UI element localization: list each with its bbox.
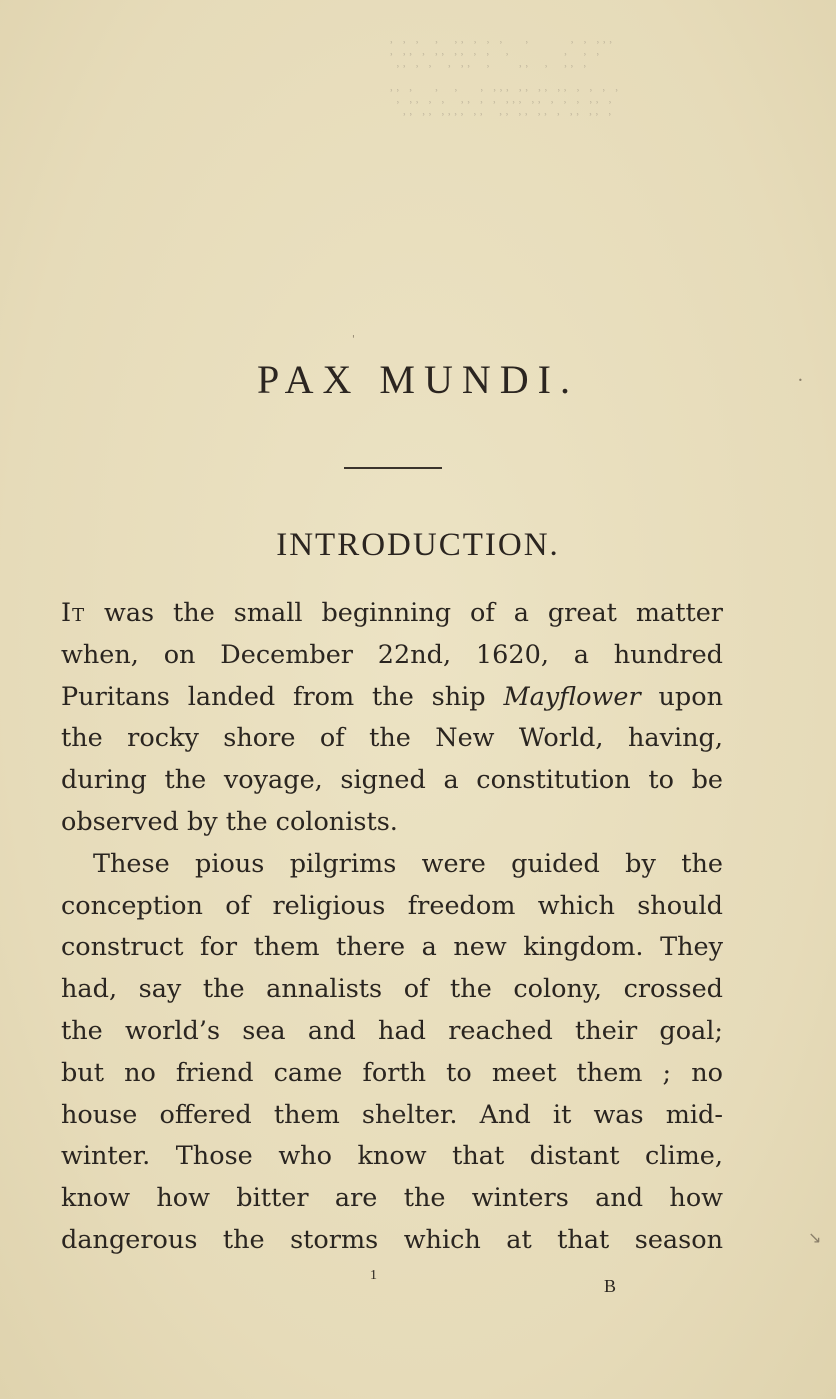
text-line: winter. Those who know that distant clime, [61,1141,723,1172]
text-line: construct for them there a new kingdom. They [61,932,723,963]
text-line: It was the small beginning of a great matter [61,598,723,628]
body-text [61,593,723,1262]
text-line: the world’s sea and had reached their goal; [61,1015,723,1046]
section-heading: INTRODUCTION. [276,527,560,563]
page-number: 1 [370,1268,377,1283]
text-line: when, on December 22nd, 1620, a hundred [61,639,723,670]
text-line: but no friend came forth to meet them ; no [61,1057,723,1088]
speck-icon: • [798,376,803,385]
text-line: had, say the annalists of the colony, crossed [61,974,723,1005]
text-line: during the voyage, signed a constitution to be [61,765,723,796]
speck-icon: ' [352,334,355,345]
text-line: These pious pilgrims were guided by the [93,848,723,879]
bleed-through-marks: ʾ ʾ ʾ ʾ ʾʾ ʾ ʾ ʾ ʾ ʾ ʾ ʾʾʾ ʾ ʾʾ ʾ ʾʾ ʾʾ ʾ ʾ ʾ ʾ ʾ ʾ ʾʾ ʾ ʾ ʾ ʾʾ ʾ ʾʾ ʾ ʾʾ ʾ ʾʾ ʾ ʾ ʾ ʾ ʾʾʾ ʾʾ ʾʾ ʾʾ ʾ ʾ ʾ ʾ ʾ ʾʾ ʾ ʾ ʾʾ ʾ ʾ ʾʾʾ ʾʾ ʾ ʾ ʾ ʾʾ ʾ ʾʾ ʾʾ ʾʾʾʾ ʾʾ ʾʾ ʾʾ ʾʾ ʾ ʾʾ ʾʾ ʾ [390,40,622,124]
signature-mark: B [604,1276,617,1296]
text-line: conception of religious freedom which should [61,890,723,921]
text-line: observed by the colonists. [61,806,398,837]
margin-mark-icon: ↘ [808,1228,822,1247]
paragraph-1 [61,593,723,844]
text-line: the rocky shore of the New World, having, [61,723,723,754]
text-line: dangerous the storms which at that season [61,1224,723,1255]
page-footer [0,1268,836,1298]
text-line: know how bitter are the winters and how [61,1183,723,1214]
text-line: house offered them shelter. And it was mid- [61,1099,723,1130]
title-divider [344,467,442,469]
text-line: Puritans landed from the ship Mayflower upon [61,681,723,712]
lead-word: It [61,598,86,628]
page-title: PAX MUNDI. [257,357,579,402]
ship-name: Mayflower [503,681,641,712]
paragraph-2 [61,844,723,1262]
